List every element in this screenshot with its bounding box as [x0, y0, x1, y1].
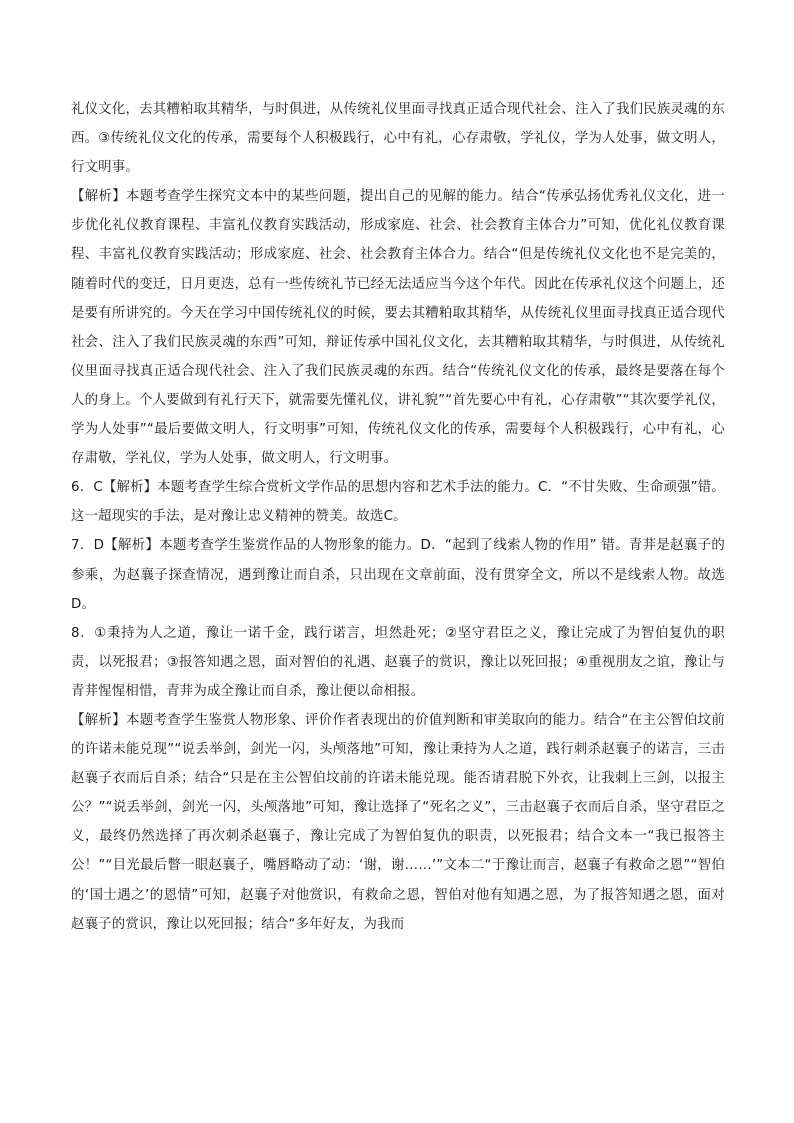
paragraph-continuation: 礼仪文化，去其糟粕取其精华，与时俱进，从传统礼仪里面寻找真正适合现代社会、注入了我们民族灵魂的东西。③传统礼仪文化的传承，需要每个人积极践行，心中有礼，心存肃敬，学礼仪，学为人处事，做文明人，行文明事。 [71, 102, 725, 176]
paragraph-answer-6: 6．C【解析】本题考查学生综合赏析文学作品的思想内容和艺术手法的能力。C．“不甘失败、生命顽强”错。这一超现实的手法，是对豫让忠义精神的赞美。故选C。 [71, 480, 725, 525]
paragraph-analysis-8: 【解析】本题考查学生鉴赏人物形象、评价作者表现出的价值判断和审美取向的能力。结合“在主公智伯坟前的许诺未能兑现”“说丢举剑，剑光一闪，头颅落地”可知，豫让秉持为人之道，践行刺杀赵襄子的诺言，三击赵襄子衣而后自杀；结合“只是在主公智伯坟前的许诺未能兑现。能否请君脱下外衣，让我刺上三剑，以报主公？”“说丢举剑，剑光一闪，头颅落地”可知，豫让选择了“死名之义”，三击赵襄子衣而后自杀，坚守君臣之义，最终仍然选择了再次刺杀赵襄子，豫让完成了为智伯复仇的职责，以死报君；结合文本一“我已报答主公！”“目光最后瞥一眼赵襄子，嘴唇略动了动：‘谢，谢……’”文本二“于豫让而言，赵襄子有救命之恩”“智伯的‘国士遇之’的恩情”可知，赵襄子对他赏识，有救命之恩，智伯对他有知遇之恩，为了报答知遇之恩，面对赵襄子的赏识，豫让以死回报；结合“多年好友，为我而 [71, 712, 725, 932]
paragraph-analysis-5: 【解析】本题考查学生探究文本中的某些问题，提出自己的见解的能力。结合“传承弘扬优秀礼仪文化，进一步优化礼仪教育课程、丰富礼仪教育实践活动，形成家庭、社会、社会教育主体合力”可知，优化礼仪教育课程、丰富礼仪教育实践活动；形成家庭、社会、社会教育主体合力。结合“但是传统礼仪文化也不是完美的，随着时代的变迁，日月更迭，总有一些传统礼节已经无法适应当今这个年代。因此在传承礼仪这个问题上，还是要有所讲究的。今天在学习中国传统礼仪的时候，要去其糟粕取其精华，从传统礼仪里面寻找真正适合现代社会、注入了我们民族灵魂的东西”可知，辩证传承中国礼仪文化，去其糟粕取其精华，与时俱进，从传统礼仪里面寻找真正适合现代社会、注入了我们民族灵魂的东西。结合“传统礼仪文化的传承，最终是要落在每个人的身上。个人要做到有礼行天下，就需要先懂礼仪，讲礼貌”“首先要心中有礼，心存肃敬”“其次要学礼仪，学为人处事”“最后要做文明人，行文明事”可知，传统礼仪文化的传承，需要每个人积极践行，心中有礼，心存肃敬，学礼仪，学为人处事，做文明人，行文明事。 [71, 189, 725, 467]
paragraph-answer-8: 8．①秉持为人之道，豫让一诺千金，践行诺言，坦然赴死；②坚守君臣之义，豫让完成了为智伯复仇的职责，以死报君；③报答知遇之恩，面对智伯的礼遇、赵襄子的赏识，豫让以死回报；④重视朋友之谊，豫让与青荓惺惺相惜，青荓为成全豫让而自杀，豫让便以命相报。 [71, 625, 725, 699]
answer-analysis-text [71, 95, 725, 939]
paragraph-answer-7: 7．D【解析】本题考查学生鉴赏作品的人物形象的能力。D．“起到了线索人物的作用” 错。青荓是赵襄子的参乘，为赵襄子探查情况，遇到豫让而自杀，只出现在文章前面，没有贯穿全文，所以不是线索人物。故选D。 [71, 538, 725, 612]
